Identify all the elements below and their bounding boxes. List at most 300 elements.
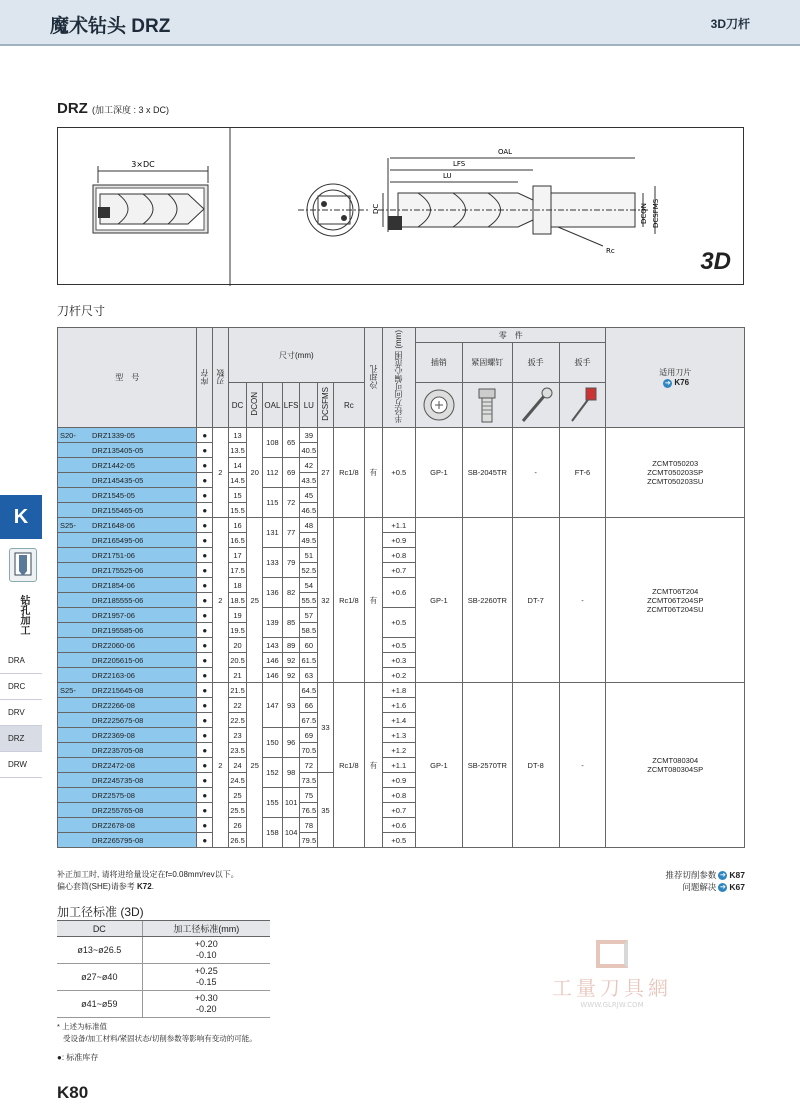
shank-prefix	[58, 656, 92, 665]
shank-prefix	[58, 761, 92, 770]
model-cell	[58, 443, 197, 458]
dc-cell: 17.5	[228, 563, 247, 578]
model-cell	[58, 458, 197, 473]
lfs-label: LFS	[453, 160, 466, 168]
oal-cell: 112	[263, 458, 283, 488]
shank-prefix	[58, 446, 92, 455]
category-label: 3D刀杆	[710, 17, 750, 31]
oal-cell: 108	[263, 428, 283, 458]
stock-dot-icon: ●	[197, 563, 213, 578]
lu-cell: 43.5	[300, 473, 318, 488]
tol-lower: -0.10	[196, 950, 217, 960]
page-header	[0, 0, 800, 46]
model-label	[58, 806, 196, 815]
dc-cell: 16	[228, 518, 247, 533]
footnote-2: 受设备/加工材料/紧固状态/切削参数等影响有变动的可能。	[63, 1034, 257, 1043]
lfs-cell: 89	[282, 638, 300, 653]
eccentric-cell: +1.6	[382, 698, 415, 713]
model-cell	[58, 728, 197, 743]
coolant-cell: 有	[365, 428, 383, 518]
stock-dot-icon: ●	[197, 548, 213, 563]
lu-cell: 54	[300, 578, 318, 593]
dc-cell: 26	[228, 818, 247, 833]
lu-cell: 75	[300, 788, 318, 803]
dcon-cell: 20	[247, 428, 263, 518]
eccentric-cell: +0.8	[382, 548, 415, 563]
model-cell	[58, 653, 197, 668]
depth-label: 3×DC	[131, 160, 155, 169]
lfs-cell: 82	[282, 578, 300, 608]
table-row	[57, 964, 270, 991]
dc-cell: 20.5	[228, 653, 247, 668]
lu-cell: 51	[300, 548, 318, 563]
arrow-icon: ➔	[664, 379, 671, 387]
table-row	[57, 937, 270, 964]
model-cell	[58, 683, 197, 698]
tol-header-dc: DC	[57, 921, 142, 937]
note-cutting-params	[665, 869, 745, 881]
lu-cell: 60	[300, 638, 318, 653]
model-label	[58, 746, 196, 755]
shank-prefix	[58, 596, 92, 605]
lfs-cell: 65	[282, 428, 300, 458]
lu-cell: 55.5	[300, 593, 318, 608]
dc-cell: 15	[228, 488, 247, 503]
lu-cell: 57	[300, 608, 318, 623]
eccentric-cell: +0.5	[382, 608, 415, 638]
lfs-cell: 101	[282, 788, 300, 818]
wrench2-cell: FT-6	[559, 428, 606, 518]
tol-dc: ø27~ø40	[57, 964, 142, 991]
stock-dot-icon: ●	[197, 698, 213, 713]
oal-cell: 131	[263, 518, 283, 548]
shank-prefix	[58, 731, 92, 740]
lu-cell: 39	[300, 428, 318, 443]
tol-dc: ø13~ø26.5	[57, 937, 142, 964]
header-part-1: 紧固螺钉	[462, 343, 512, 383]
tol-dc: ø41~ø59	[57, 991, 142, 1018]
model-number: DRZ2575-08	[92, 790, 135, 800]
shank-prefix	[58, 581, 92, 590]
wrench2-cell: -	[559, 683, 606, 848]
insert-model: ZCMT06T204SU	[646, 604, 704, 614]
table-row	[58, 428, 745, 443]
lu-cell: 52.5	[300, 563, 318, 578]
insert-ref: K76	[674, 378, 690, 388]
wrench2-cell: -	[559, 518, 606, 683]
stock-dot-icon: ●	[197, 458, 213, 473]
shank-prefix	[58, 836, 92, 845]
shank-prefix: S25-	[60, 520, 76, 530]
model-number: DRZ1751-06	[92, 550, 135, 560]
dc-cell: 21.5	[228, 683, 247, 698]
stock-dot-icon: ●	[197, 818, 213, 833]
tol-value	[142, 937, 270, 964]
model-number: DRZ2678-08	[92, 820, 135, 830]
stock-dot-icon: ●	[197, 743, 213, 758]
dcon-cell: 25	[247, 683, 263, 848]
shank-prefix	[58, 476, 92, 485]
model-label	[58, 431, 196, 440]
lu-cell: 70.5	[300, 743, 318, 758]
insert-cell	[606, 683, 745, 848]
model-cell	[58, 623, 197, 638]
dc-cell: 16.5	[228, 533, 247, 548]
tol-upper: +0.30	[194, 993, 218, 1003]
screw-icon	[462, 383, 512, 428]
lfs-cell: 98	[282, 758, 300, 788]
pin-cell: GP-1	[415, 683, 462, 848]
note-eccentric: 偏心套筒(SHE)请参考 K72.	[57, 882, 154, 891]
shank-prefix	[58, 806, 92, 815]
insert-model: ZCMT06T204SP	[647, 595, 704, 605]
stock-dot-icon: ●	[197, 443, 213, 458]
model-label	[58, 641, 196, 650]
lu-cell: 72	[300, 758, 318, 773]
model-number: DRZ135405-05	[92, 445, 144, 455]
lu-cell: 42	[300, 458, 318, 473]
key-icon	[559, 383, 606, 428]
oal-cell: 143	[263, 638, 283, 653]
dcsfms-cell: 35	[318, 773, 334, 848]
dc-cell: 20	[228, 638, 247, 653]
chapter-tab-k[interactable]: K	[0, 495, 42, 539]
header-edges-text: 刃数	[215, 368, 225, 385]
model-cell	[58, 533, 197, 548]
edges-cell: 2	[213, 428, 229, 518]
model-cell	[58, 788, 197, 803]
model-number: DRZ1339-05	[92, 430, 135, 440]
dc-cell: 24.5	[228, 773, 247, 788]
model-label	[58, 446, 196, 455]
model-cell	[58, 428, 197, 443]
header-dcon-text: DCON	[250, 392, 260, 416]
stock-dot-icon: ●	[197, 503, 213, 518]
shank-prefix	[58, 491, 92, 500]
table-row	[58, 683, 745, 698]
lu-cell: 73.5	[300, 773, 318, 788]
model-label	[58, 656, 196, 665]
dcon-label: DCON	[640, 202, 648, 224]
oal-cell: 152	[263, 758, 283, 788]
stock-dot-icon: ●	[197, 608, 213, 623]
sidebar-item-drz[interactable]: DRZ	[0, 726, 42, 752]
header-dcon	[247, 383, 263, 428]
dc-cell: 21	[228, 668, 247, 683]
model-number: DRZ2472-08	[92, 760, 135, 770]
stock-dot-icon: ●	[197, 578, 213, 593]
wrench-icon	[512, 383, 559, 428]
shank-prefix	[58, 461, 92, 470]
oal-label: OAL	[498, 148, 513, 156]
lu-cell: 63	[300, 668, 318, 683]
wrench-cell: DT-7	[512, 518, 559, 683]
model-label	[58, 776, 196, 785]
stock-dot-icon: ●	[197, 728, 213, 743]
oal-cell: 115	[263, 488, 283, 518]
model-cell	[58, 578, 197, 593]
dc-cell: 18	[228, 578, 247, 593]
model-number: DRZ1957-06	[92, 610, 135, 620]
edges-cell: 2	[213, 518, 229, 683]
model-number: DRZ145435-05	[92, 475, 144, 485]
shank-prefix	[58, 566, 92, 575]
model-label	[58, 536, 196, 545]
shank-prefix	[58, 746, 92, 755]
eccentric-cell: +0.8	[382, 788, 415, 803]
stock-dot-icon: ●	[197, 758, 213, 773]
sidebar-item-drc[interactable]: DRC	[0, 674, 42, 700]
header-part-3: 扳手	[559, 343, 606, 383]
shank-prefix	[58, 716, 92, 725]
eccentric-cell: +0.9	[382, 773, 415, 788]
model-cell	[58, 698, 197, 713]
model-number: DRZ2060-06	[92, 640, 135, 650]
model-number: DRZ265795-08	[92, 835, 144, 845]
eccentric-cell: +0.7	[382, 563, 415, 578]
tol-value	[142, 964, 270, 991]
lu-cell: 79.5	[300, 833, 318, 848]
header-insert	[606, 328, 745, 428]
header-parts: 零 件	[415, 328, 605, 343]
shank-prefix	[58, 506, 92, 515]
dc-cell: 13.5	[228, 443, 247, 458]
oal-cell: 158	[263, 818, 283, 848]
eccentric-cell: +0.5	[382, 428, 415, 518]
model-number: DRZ245735-08	[92, 775, 144, 785]
edges-cell: 2	[213, 683, 229, 848]
model-number: DRZ1442-05	[92, 460, 135, 470]
dc-cell: 25	[228, 788, 247, 803]
eccentric-cell: +0.5	[382, 638, 415, 653]
model-number: DRZ185555-06	[92, 595, 144, 605]
drill-diagram	[58, 128, 745, 286]
model-label	[58, 716, 196, 725]
model-label	[58, 671, 196, 680]
oal-cell: 146	[263, 653, 283, 668]
lu-cell: 48	[300, 518, 318, 533]
insert-model: ZCMT050203SP	[647, 468, 704, 477]
model-label	[58, 701, 196, 710]
dc-cell: 26.5	[228, 833, 247, 848]
link-k72[interactable]: K72	[137, 882, 152, 891]
model-cell	[58, 668, 197, 683]
wrench-cell: DT-8	[512, 683, 559, 848]
stock-dot-icon: ●	[197, 428, 213, 443]
model-label	[58, 461, 196, 470]
table-row	[58, 518, 745, 533]
note-feed: 补正加工时, 请将进给量设定在f=0.08mm/rev以下。	[57, 870, 239, 879]
note-troubleshooting	[682, 881, 745, 893]
stock-dot-icon: ●	[197, 518, 213, 533]
eccentric-cell: +1.8	[382, 683, 415, 698]
tol-lower: -0.20	[196, 1004, 217, 1014]
sidebar-label: 钻孔加工	[18, 595, 29, 635]
screw-cell: SB-2570TR	[462, 683, 512, 848]
insert-cell	[606, 428, 745, 518]
stock-dot-icon: ●	[197, 803, 213, 818]
tol-header-standard: 加工径标准(mm)	[142, 921, 270, 937]
oal-cell: 139	[263, 608, 283, 638]
header-dcsfms-text: DCSFMS	[320, 387, 330, 421]
eccentric-cell: +0.5	[382, 833, 415, 848]
tol-upper: +0.20	[194, 939, 218, 949]
lfs-cell: 72	[282, 488, 300, 518]
dc-cell: 14.5	[228, 473, 247, 488]
eccentric-cell: +0.9	[382, 533, 415, 548]
model-cell	[58, 743, 197, 758]
dcon-cell: 25	[247, 518, 263, 683]
screw-cell: SB-2260TR	[462, 518, 512, 683]
lfs-cell: 96	[282, 728, 300, 758]
shank-prefix	[58, 626, 92, 635]
sidebar-item-dra[interactable]: DRA	[0, 648, 42, 674]
header-part-2: 扳手	[512, 343, 559, 383]
header-part-0: 插销	[415, 343, 462, 383]
header-edges	[213, 328, 229, 428]
oal-cell: 150	[263, 728, 283, 758]
stock-dot-icon: ●	[197, 533, 213, 548]
stock-dot-icon: ●	[197, 488, 213, 503]
lu-cell: 61.5	[300, 653, 318, 668]
header-rc: Rc	[333, 383, 364, 428]
model-label	[58, 611, 196, 620]
eccentric-cell: +0.6	[382, 578, 415, 608]
eccentric-cell: +0.3	[382, 653, 415, 668]
lu-cell: 58.5	[300, 623, 318, 638]
watermark-icon	[596, 940, 628, 968]
model-cell	[58, 473, 197, 488]
lu-cell: 67.5	[300, 713, 318, 728]
model-number: DRZ175525-06	[92, 565, 144, 575]
link-k76[interactable]	[606, 378, 744, 387]
link-k87[interactable]: K87	[729, 870, 745, 880]
stock-dot-icon: ●	[197, 683, 213, 698]
dcsfms-cell: 27	[318, 428, 334, 518]
shank-dimension-table	[57, 327, 745, 848]
dc-cell: 22.5	[228, 713, 247, 728]
lu-cell: 45	[300, 488, 318, 503]
rc-label: Rc	[606, 247, 615, 255]
sidebar-item-drv[interactable]: DRV	[0, 700, 42, 726]
eccentric-cell: +1.4	[382, 713, 415, 728]
header-eccentric	[382, 328, 415, 428]
shank-prefix	[58, 821, 92, 830]
footnote-1: * 上述为标准值	[57, 1022, 108, 1031]
insert-model: ZCMT06T204	[652, 586, 699, 596]
header-eccentric-text: 半径方向可偏心范围 (mm)	[394, 330, 404, 423]
dcsfms-label: DCSFMS	[652, 198, 660, 228]
model-label	[58, 731, 196, 740]
model-number: DRZ1545-05	[92, 490, 135, 500]
insert-model: ZCMT050203SU	[647, 477, 704, 486]
dc-cell: 25.5	[228, 803, 247, 818]
shank-prefix	[58, 791, 92, 800]
header-oal: OAL	[263, 383, 283, 428]
lu-cell: 40.5	[300, 443, 318, 458]
model-label	[58, 476, 196, 485]
model-cell	[58, 488, 197, 503]
model-number: DRZ215645-08	[92, 685, 144, 695]
dc-cell: 18.5	[228, 593, 247, 608]
stock-dot-icon: ●	[197, 623, 213, 638]
lu-cell: 46.5	[300, 503, 318, 518]
model-cell	[58, 803, 197, 818]
watermark-text: 工量刀具網	[552, 976, 672, 1000]
model-number: DRZ225675-08	[92, 715, 144, 725]
model-label	[58, 491, 196, 500]
model-cell	[58, 818, 197, 833]
model-cell	[58, 593, 197, 608]
dc-cell: 17	[228, 548, 247, 563]
header-lu: LU	[300, 383, 318, 428]
tol-upper: +0.25	[194, 966, 218, 976]
shank-prefix	[58, 701, 92, 710]
shank-prefix: S20-	[60, 430, 76, 440]
tolerance-title: 加工径标准 (3D)	[57, 905, 144, 919]
model-label	[58, 566, 196, 575]
header-row	[58, 328, 745, 343]
dc-cell: 19	[228, 608, 247, 623]
header-coolant	[365, 328, 383, 428]
watermark-logo	[537, 940, 687, 1009]
model-number: DRZ195585-06	[92, 625, 144, 635]
model-cell	[58, 563, 197, 578]
dc-cell: 24	[228, 758, 247, 773]
wrench-cell: -	[512, 428, 559, 518]
model-label	[58, 791, 196, 800]
stock-dot-icon: ●	[197, 473, 213, 488]
dc-cell: 15.5	[228, 503, 247, 518]
arrow-icon: ➔	[719, 872, 726, 880]
sidebar-nav	[0, 648, 42, 778]
dc-cell: 23	[228, 728, 247, 743]
eccentric-cell: +1.1	[382, 758, 415, 773]
section-title	[57, 100, 169, 117]
note-eccentric-text: 偏心套筒(SHE)请参考	[57, 882, 135, 891]
model-label	[58, 626, 196, 635]
page-title: 魔术钻头 DRZ	[50, 16, 171, 37]
eccentric-cell: +0.2	[382, 668, 415, 683]
lfs-cell: 79	[282, 548, 300, 578]
link-k67[interactable]: K67	[729, 882, 745, 892]
model-number: DRZ1648-06	[92, 520, 135, 530]
eccentric-cell: +1.2	[382, 743, 415, 758]
lfs-cell: 104	[282, 818, 300, 848]
insert-model: ZCMT080304	[652, 756, 699, 765]
stock-dot-icon: ●	[197, 653, 213, 668]
insert-model: ZCMT080304SP	[647, 765, 704, 774]
model-number: DRZ2266-08	[92, 700, 135, 710]
oal-cell: 133	[263, 548, 283, 578]
page-number: K80	[57, 1083, 89, 1102]
rc-cell: Rc1/8	[333, 428, 364, 518]
tol-value	[142, 991, 270, 1018]
sidebar-item-drw[interactable]: DRW	[0, 752, 42, 778]
model-cell	[58, 548, 197, 563]
coolant-cell: 有	[365, 518, 383, 683]
oal-cell: 146	[263, 668, 283, 683]
model-cell	[58, 503, 197, 518]
lu-cell: 78	[300, 818, 318, 833]
stock-dot-icon: ●	[197, 638, 213, 653]
stock-dot-icon: ●	[197, 713, 213, 728]
3d-badge: 3D	[700, 248, 731, 275]
oal-cell: 155	[263, 788, 283, 818]
model-cell	[58, 608, 197, 623]
header-insert-text: 适用刀片	[659, 368, 692, 378]
section-subtitle: (加工深度 : 3 x DC)	[92, 105, 170, 115]
